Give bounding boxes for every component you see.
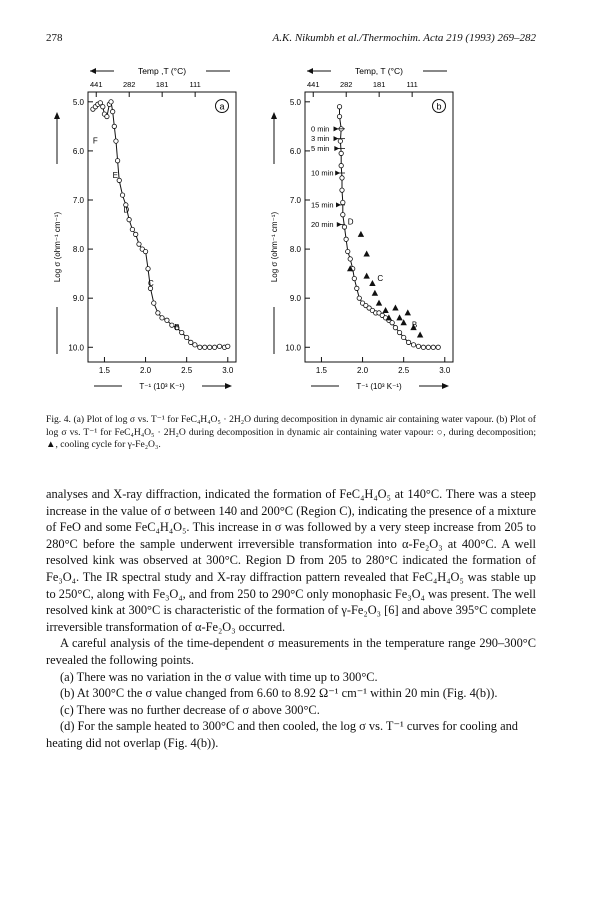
- panel-b-time-arrow: [337, 222, 342, 227]
- panel-a-data-point-circle: [226, 344, 230, 348]
- panel-b-top-tick-label: 111: [406, 80, 418, 89]
- panel-b-y-tick-label: 6.0: [289, 146, 301, 156]
- panel-a-y-axis-label: Log σ (ohm⁻¹ cm⁻¹): [53, 211, 62, 283]
- panel-a-data-point-circle: [143, 249, 147, 253]
- panel-b-data-point-circle: [390, 321, 394, 325]
- panel-a-data-point-circle: [110, 109, 114, 113]
- panel-b-data-point-circle: [339, 163, 343, 167]
- panel-a-data-point-circle: [133, 232, 137, 236]
- running-head: A.K. Nikumbh et al./Thermochim. Acta 219 (1993) 269–282: [272, 32, 536, 44]
- panel-b-data-point-circle: [393, 325, 397, 329]
- panel-a-data-point-circle: [160, 316, 164, 320]
- panel-a-data-point-circle: [193, 343, 197, 347]
- panel-b-time-label: 10 min: [311, 168, 334, 178]
- panel-a-data-point-circle: [120, 193, 124, 197]
- panel-b-data-point-circle: [340, 176, 344, 180]
- panel-a-data-point-circle: [207, 345, 211, 349]
- panel-a-data-point-circle: [109, 100, 113, 104]
- panel-b-region-label-c: C: [377, 274, 384, 283]
- panel-a-frame: [88, 92, 236, 362]
- panel-a-data-point-circle: [112, 124, 116, 128]
- panel-b-data-point-triangle: [358, 231, 364, 237]
- panel-b-x-tick-label: 2.5: [398, 366, 410, 375]
- panel-b-time-label: 5 min: [311, 143, 330, 153]
- panel-a-label: a: [219, 101, 225, 112]
- panel-b-data-point-triangle: [363, 273, 369, 279]
- panel-b-top-tick-label: 441: [306, 80, 320, 89]
- panel-b-data-point-triangle: [376, 300, 382, 306]
- panel-a-data-point-circle: [212, 345, 216, 349]
- panel-b-y-tick-label: 8.0: [289, 245, 301, 255]
- panel-b-data-point-circle: [352, 276, 356, 280]
- panel-b-data-point-triangle: [363, 251, 369, 257]
- panel-b-top-arrow-head: [307, 68, 313, 74]
- panel-b-data-point-circle: [411, 343, 415, 347]
- figure-svg: [50, 62, 540, 407]
- panel-b-x-arrow-head: [442, 383, 449, 389]
- panel-b-data-point-circle: [346, 249, 350, 253]
- panel-b-region-label-b: B: [411, 320, 418, 330]
- panel-b-top-tick-label: 282: [339, 80, 353, 89]
- panel-a-x-tick-label: 1.5: [98, 366, 111, 375]
- panel-a-x-tick-label: 2.5: [181, 366, 193, 375]
- panel-b-time-label: 0 min: [311, 124, 330, 134]
- panel-b-time-arrow: [334, 146, 339, 151]
- panel-b-y-tick-label: 10.0: [285, 343, 301, 353]
- panel-b-data-point-triangle: [372, 290, 378, 296]
- panel-b-region-label-d: D: [347, 217, 354, 227]
- panel-b-data-point-circle: [341, 200, 345, 204]
- list-item-c: (c) There was no further decrease of σ above 300°C.: [60, 702, 320, 717]
- panel-a-region-label-b: B: [174, 323, 180, 333]
- panel-a-data-point-circle: [198, 345, 202, 349]
- panel-a-y-tick-label: 9.0: [72, 294, 84, 304]
- panel-a-y-tick-label: 7.0: [72, 196, 84, 205]
- list-item-a: (a) There was no variation in the σ value with time up to 300°C.: [60, 669, 378, 684]
- list-item-d: (d) For the sample heated to 300°C and then cooled, the log σ vs. T⁻¹ curves for cooling and heating did not overlap (Fig. 4(b)).: [46, 719, 518, 750]
- panel-a-data-point-circle: [130, 227, 134, 231]
- panel-a-data-point-circle: [137, 242, 141, 246]
- panel-b-time-label: 20 min: [311, 220, 334, 230]
- panel-b-top-tick-label: 181: [372, 80, 386, 89]
- panel-b-data-point-circle: [339, 151, 343, 155]
- panel-a-region-label-e: E: [112, 170, 119, 180]
- paragraph-1: analyses and X-ray diffraction, indicated the formation of FeC₄H₄O₅ at 140°C. There was a steep increase in the value of σ between 140 and 200°C (Region C), indicating the presence of a mixture of FeO and some FeC₄H₄O₅. This increase in σ was followed by a very steep increase from 205 to 280°C before the sample underwent irreversible transformation into α-Fe₂O₃ at 400°C. A well resolved kink was observed at 300°C. Region D from 205 to 280°C indicated the formation of Fe₃O₄. The IR spectral study and X-ray diffraction pattern revealed that FeC₄H₄O₅ was stable up to 250°C, along with Fe₃O₄, and from 250 to 290°C only monophasic Fe₃O₄ was present. The well resolved kink at 300°C is characteristic of the formation of γ-Fe₂O₃ [6] and above 395°C complete irreversible transformation of α-Fe₂O₃ occurred.: [46, 487, 536, 634]
- panel-b-data-point-circle: [397, 330, 401, 334]
- panel-a-series-line: [93, 102, 228, 347]
- panel-a-region-label-d: D: [123, 205, 130, 215]
- panel-a-x-tick-label: 3.0: [222, 366, 234, 375]
- panel-b-data-point-triangle: [369, 280, 375, 286]
- panel-a-top-arrow-head: [90, 68, 96, 74]
- panel-a-data-point-circle: [146, 267, 150, 271]
- panel-a-y-tick-label: 8.0: [72, 245, 84, 255]
- panel-a-data-point-circle: [127, 217, 131, 221]
- panel-b-data-point-circle: [401, 335, 405, 339]
- panel-b-data-point-circle: [344, 237, 348, 241]
- panel-a-data-point-circle: [184, 335, 188, 339]
- panel-b-data-point-triangle: [392, 305, 398, 311]
- panel-b-data-point-circle: [348, 257, 352, 261]
- figure-caption: Fig. 4. (a) Plot of log σ vs. T⁻¹ for FeC₄H₄O₅ · 2H₂O during decomposition in dynamic air containing water vapour. (b) Plot of log σ vs. T⁻¹ for FeC₄H₄O₅ · 2H₂O during decomposition in dynamic air containing water vapour: ○, during decomposition; ▲, cooling cycle for γ-Fe₂O₃.: [46, 414, 536, 451]
- panel-a-data-point-circle: [114, 139, 118, 143]
- panel-a-y-tick-label: 6.0: [72, 146, 84, 156]
- panel-b-data-point-circle: [431, 345, 435, 349]
- panel-b-data-point-circle: [421, 345, 425, 349]
- panel-a-top-tick-label: 111: [189, 80, 201, 89]
- panel-b-x-tick-label: 3.0: [439, 366, 451, 375]
- panel-b-time-arrow: [334, 136, 339, 141]
- panel-a-region-label-c: C: [148, 278, 154, 288]
- panel-a-data-point-circle: [152, 301, 156, 305]
- panel-a-y-arrow-head: [54, 112, 60, 119]
- panel-b-y-axis-label: Log σ (ohm⁻¹ cm⁻¹): [270, 211, 279, 283]
- panel-b-data-point-circle: [338, 139, 342, 143]
- panel-a-top-tick-label: 441: [89, 80, 103, 89]
- panel-a-data-point-circle: [189, 340, 193, 344]
- list-item-b: (b) At 300°C the σ value changed from 6.60 to 8.92 Ω⁻¹ cm⁻¹ within 20 min (Fig. 4(b)).: [60, 686, 498, 701]
- panel-a-data-point-circle: [115, 159, 119, 163]
- panel-a-y-tick-label: 10.0: [68, 343, 84, 353]
- panel-b-data-point-circle: [341, 213, 345, 217]
- panel-b-data-point-triangle: [382, 307, 388, 313]
- panel-a-x-tick-label: 2.0: [139, 366, 152, 375]
- panel-b-top-axis-title: Temp, T (°C): [355, 66, 403, 76]
- panel-a-data-point-circle: [101, 105, 105, 109]
- body-text: [46, 486, 536, 752]
- panel-b-data-point-circle: [416, 344, 420, 348]
- panel-b-data-point-circle: [337, 105, 341, 109]
- panel-a-top-tick-label: 282: [122, 80, 136, 89]
- panel-b-y-tick-label: 9.0: [289, 294, 301, 304]
- panel-a-top-axis-title: Temp ,T (°C): [137, 66, 187, 76]
- panel-b-y-tick-label: 5.0: [289, 97, 301, 107]
- figure-4: [50, 62, 540, 407]
- panel-b-time-arrow: [335, 171, 340, 176]
- panel-b-data-point-triangle: [417, 332, 423, 338]
- panel-a-x-axis-label: T⁻¹ (10³ K⁻¹): [139, 382, 185, 391]
- panel-a-top-tick-label: 181: [155, 80, 169, 89]
- panel-a-data-point-circle: [156, 311, 160, 315]
- page-number: 278: [46, 32, 63, 44]
- panel-a-data-point-circle: [180, 330, 184, 334]
- panel-b-data-point-circle: [426, 345, 430, 349]
- panel-b-data-point-circle: [355, 286, 359, 290]
- panel-a-data-point-circle: [165, 318, 169, 322]
- panel-b-x-tick-label: 2.0: [356, 366, 369, 375]
- panel-b-label: b: [436, 101, 442, 112]
- panel-b-data-point-circle: [436, 345, 440, 349]
- running-header: [46, 32, 536, 48]
- panel-b-x-tick-label: 1.5: [315, 366, 328, 375]
- panel-a-data-point-circle: [105, 114, 109, 118]
- paragraph-2: A careful analysis of the time-dependent σ measurements in the temperature range 290–300°C revealed the following points.: [46, 636, 536, 667]
- panel-b-time-label: 3 min: [311, 134, 330, 144]
- panel-b-data-point-triangle: [396, 314, 402, 320]
- panel-b-y-arrow-head: [271, 112, 277, 119]
- panel-a-data-point-circle: [203, 345, 207, 349]
- panel-b-x-axis-label: T⁻¹ (10³ K⁻¹): [356, 382, 402, 391]
- panel-b-time-label: 15 min: [311, 200, 334, 210]
- panel-a-region-label-f: F: [92, 136, 98, 146]
- panel-b-data-point-triangle: [405, 309, 411, 315]
- panel-a-y-tick-label: 5.0: [72, 97, 84, 107]
- panel-b-data-point-circle: [342, 225, 346, 229]
- panel-a-data-point-circle: [217, 344, 221, 348]
- panel-b-data-point-circle: [357, 296, 361, 300]
- panel-b-y-tick-label: 7.0: [289, 196, 301, 205]
- panel-b-series-line: [340, 107, 439, 348]
- panel-b-time-arrow: [336, 202, 341, 207]
- panel-b-data-point-circle: [337, 114, 341, 118]
- panel-b-time-arrow: [334, 126, 339, 131]
- panel-a-x-arrow-head: [225, 383, 232, 389]
- panel-b-data-point-circle: [406, 340, 410, 344]
- panel-b-data-point-circle: [340, 188, 344, 192]
